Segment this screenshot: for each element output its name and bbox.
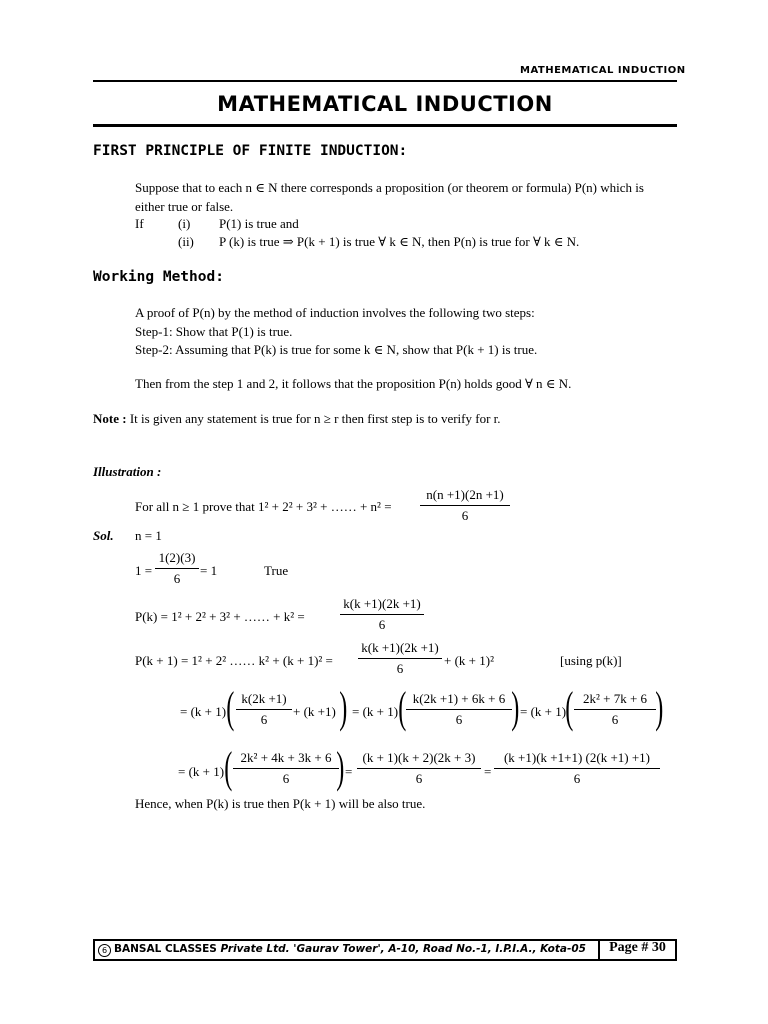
illustration-fraction xyxy=(420,487,510,524)
note-line xyxy=(93,411,501,427)
footer-brand: BANSAL CLASSES xyxy=(114,943,217,955)
step3-close-paren-c: ) xyxy=(655,683,664,732)
solution-label: Sol. xyxy=(93,528,114,543)
step4-fraction-2-denominator: 6 xyxy=(415,771,423,786)
step4-fraction-1 xyxy=(233,750,339,787)
step4-fraction-3-numerator: (k +1)(k +1+1) (2(k +1) +1) xyxy=(494,750,660,769)
step3-fraction-2 xyxy=(406,691,512,728)
step4-equals-1: = xyxy=(345,764,353,779)
illustration-fraction-numerator: n(n +1)(2n +1) xyxy=(420,487,510,506)
illustration-statement: For all n ≥ 1 prove that 1² + 2² + 3² + …… + n² = xyxy=(135,499,392,514)
step3-open-paren-b: ( xyxy=(398,683,407,732)
section-heading-working-method: Working Method: xyxy=(93,269,224,285)
check-fraction xyxy=(155,550,199,587)
check-fraction-denominator: 6 xyxy=(173,571,181,586)
pk-fraction-denominator: 6 xyxy=(378,617,386,632)
working-line-1: A proof of P(n) by the method of induction involves the following two steps: xyxy=(135,305,535,320)
pk1-fraction-numerator: k(k +1)(2k +1) xyxy=(358,640,442,659)
check-result: True xyxy=(264,563,289,578)
step3-open-paren-c: ( xyxy=(565,683,574,732)
step3-fraction-2-numerator: k(2k +1) + 6k + 6 xyxy=(406,691,512,710)
note-text: It is given any statement is true for n ≥ r then first step is to verify for r. xyxy=(126,411,501,426)
illustration-fraction-denominator: 6 xyxy=(461,508,469,523)
step3-factor-a: = (k + 1) xyxy=(180,704,227,719)
working-method-paragraph xyxy=(135,304,680,360)
bansal-logo-icon: 6 xyxy=(98,944,111,957)
pk-statement: P(k) = 1² + 2² + 3² + …… + k² = xyxy=(135,609,305,624)
pk1-statement: P(k + 1) = 1² + 2² …… k² + (k + 1)² = xyxy=(135,653,333,668)
base-case: n = 1 xyxy=(135,528,162,543)
step4-equals-2: = xyxy=(484,764,492,779)
step3-open-paren-a: ( xyxy=(226,683,235,732)
step3-fraction-2-denominator: 6 xyxy=(455,712,463,727)
step4-fraction-2-numerator: (k + 1)(k + 2)(2k + 3) xyxy=(357,750,481,769)
pk1-note: [using p(k)] xyxy=(560,653,622,668)
step3-fraction-1-denominator: 6 xyxy=(260,712,268,727)
if-label: If xyxy=(135,216,144,231)
pk1-right: + (k + 1)² xyxy=(444,653,494,668)
footer-address-text: Private Ltd. 'Gaurav Tower', A-10, Road No.-1, I.P.I.A., Kota-05 xyxy=(216,943,586,955)
condition-2-label: (ii) xyxy=(178,234,194,249)
running-header: MATHEMATICAL INDUCTION xyxy=(520,65,686,76)
footer-address xyxy=(114,943,586,955)
step4-open-paren: ( xyxy=(224,743,233,792)
step3-fraction-1-numerator: k(2k +1) xyxy=(236,691,292,710)
page-number: Page # 30 xyxy=(609,940,666,955)
intro-line-2: either true or false. xyxy=(135,198,234,214)
section-heading-first-principle: FIRST PRINCIPLE OF FINITE INDUCTION: xyxy=(93,143,408,159)
condition-1-text: P(1) is true and xyxy=(219,216,299,231)
header-rule-bottom xyxy=(93,124,677,127)
page-title: MATHEMATICAL INDUCTION xyxy=(217,92,553,116)
conclusion: Hence, when P(k) is true then P(k + 1) will be also true. xyxy=(135,796,426,811)
working-line-4: Then from the step 1 and 2, it follows that the proposition P(n) holds good ∀ n ∈ N. xyxy=(135,376,572,391)
pk-fraction-numerator: k(k +1)(2k +1) xyxy=(340,596,424,615)
step3-close-paren-a: ) xyxy=(339,683,348,732)
step3-close-paren-b: ) xyxy=(511,683,520,732)
condition-1-label: (i) xyxy=(178,216,191,231)
step4-fraction-3 xyxy=(494,750,660,787)
pk1-fraction-denominator: 6 xyxy=(396,661,404,676)
step4-fraction-3-denominator: 6 xyxy=(573,771,581,786)
note-label: Note : xyxy=(93,411,127,426)
step4-factor: = (k + 1) xyxy=(178,764,225,779)
step4-fraction-2 xyxy=(357,750,481,787)
working-line-2: Step-1: Show that P(1) is true. xyxy=(135,323,293,339)
step4-fraction-1-numerator: 2k² + 4k + 3k + 6 xyxy=(233,750,339,769)
check-right: = 1 xyxy=(200,563,218,578)
pk1-fraction xyxy=(358,640,442,677)
step3-factor-b: = (k + 1) xyxy=(352,704,399,719)
step3-fraction-3-numerator: 2k² + 7k + 6 xyxy=(574,691,656,710)
condition-2-text: P (k) is true ⇒ P(k + 1) is true ∀ k ∈ N, then P(n) is true for ∀ k ∈ N. xyxy=(219,234,580,249)
intro-paragraph xyxy=(135,179,680,216)
step3-fraction-1 xyxy=(236,691,292,728)
illustration-label: Illustration : xyxy=(93,464,162,479)
step4-fraction-1-denominator: 6 xyxy=(282,771,290,786)
step3-fraction-3-denominator: 6 xyxy=(611,712,619,727)
intro-line-1: Suppose that to each n ∈ N there corresponds a proposition (or theorem or formula) P(n) which is xyxy=(135,180,644,195)
step3-factor-c: = (k + 1) xyxy=(520,704,567,719)
step3-plus-term: + (k +1) xyxy=(293,704,336,719)
check-left: 1 = xyxy=(135,563,153,578)
step4-close-paren: ) xyxy=(336,743,345,792)
check-fraction-numerator: 1(2)(3) xyxy=(155,550,199,569)
step3-fraction-3 xyxy=(574,691,656,728)
header-rule-top xyxy=(93,80,677,82)
pk-fraction xyxy=(340,596,424,633)
working-line-3: Step-2: Assuming that P(k) is true for some k ∈ N, show that P(k + 1) is true. xyxy=(135,342,538,357)
